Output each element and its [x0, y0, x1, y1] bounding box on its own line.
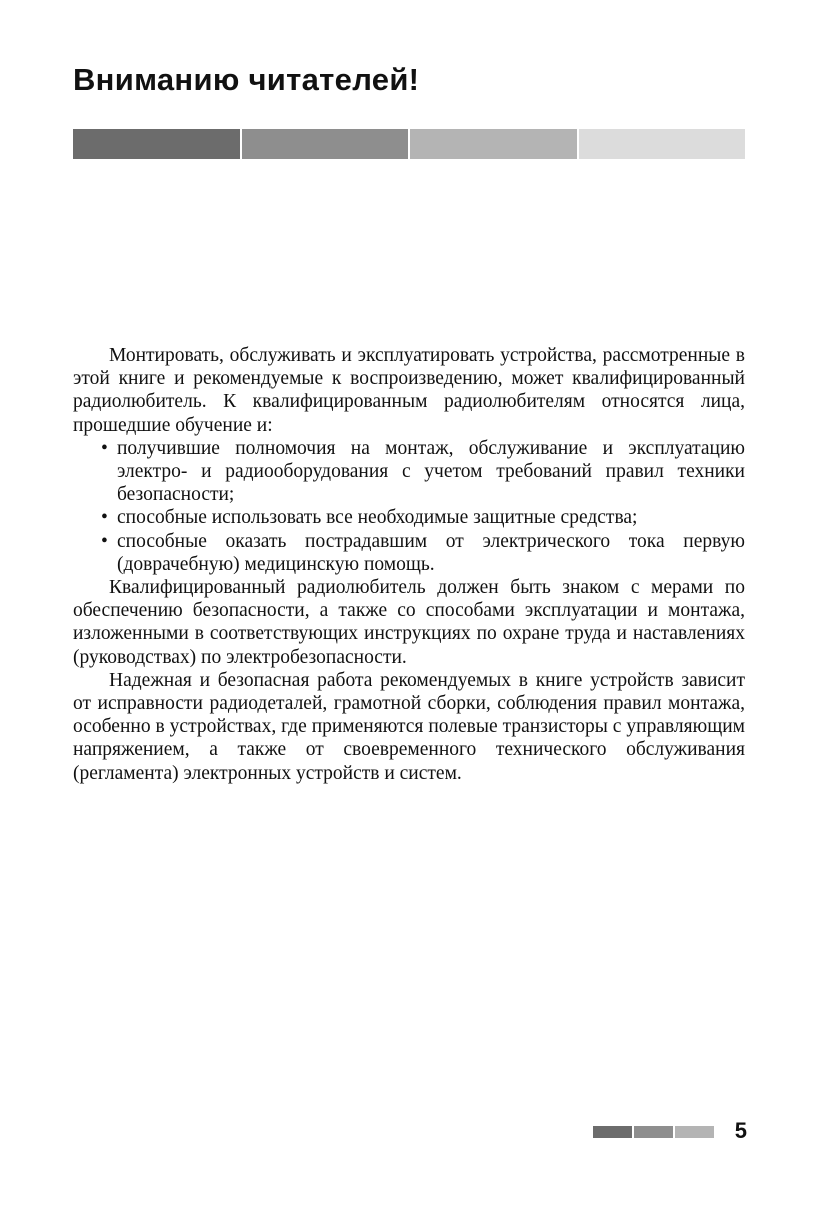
bullet-icon: •: [101, 437, 108, 459]
bullet-icon: •: [101, 530, 108, 552]
list-item: [73, 437, 745, 507]
page-title: Вниманию читателей!: [73, 62, 420, 97]
body-text: [73, 344, 745, 785]
header-decorative-bar: [73, 129, 745, 159]
header-bar-segment: [410, 129, 577, 159]
reliability-paragraph: Надежная и безопасная работа рекомендуемых в книге устройств зависит от исправности радиодеталей, грамотной сборки, соблюдения правил монтажа, особенно в устройствах, где применяются полевые транзисторы с управляющим напряжением, а также от своевременного технического обслуживания (регламента) электронных устройств и систем.: [73, 669, 745, 784]
safety-paragraph: Квалифицированный радиолюбитель должен быть знаком с мерами по обеспечению безопасности, а также со способами эксплуатации и монтажа, изложенными в соответствующих инструкциях по охране труда и наставлениях (руководствах) по электробезопасности.: [73, 577, 745, 668]
list-item-text: получившие полномочия на монтаж, обслуживание и эксплуатацию электро- и радиооборудования с учетом требований правил техники безопасности;: [117, 437, 745, 506]
header-bar-segment: [579, 129, 746, 159]
footer-bar-segment: [675, 1126, 714, 1138]
requirements-list: [73, 437, 745, 576]
page-number: 5: [734, 1118, 747, 1143]
list-item: [73, 530, 745, 576]
intro-paragraph: Монтировать, обслуживать и эксплуатировать устройства, рассмотренные в этой книге и рекомендуемые к воспроизведению, может квалифицированный радиолюбитель. К квалифицированным радиолюбителям относятся лица, прошедшие обучение и:: [73, 345, 745, 436]
header-bar-segment: [73, 129, 240, 159]
bullet-icon: •: [101, 507, 108, 529]
list-item-text: способные оказать пострадавшим от электрического тока первую (доврачебную) медицинскую помощь.: [117, 530, 745, 575]
footer-decorative-bar: [593, 1126, 714, 1138]
header-bar-segment: [242, 129, 409, 159]
list-item-text: способные использовать все необходимые защитные средства;: [117, 507, 638, 529]
footer-bar-segment: [593, 1126, 632, 1138]
footer-bar-segment: [634, 1126, 673, 1138]
list-item: [73, 506, 745, 529]
